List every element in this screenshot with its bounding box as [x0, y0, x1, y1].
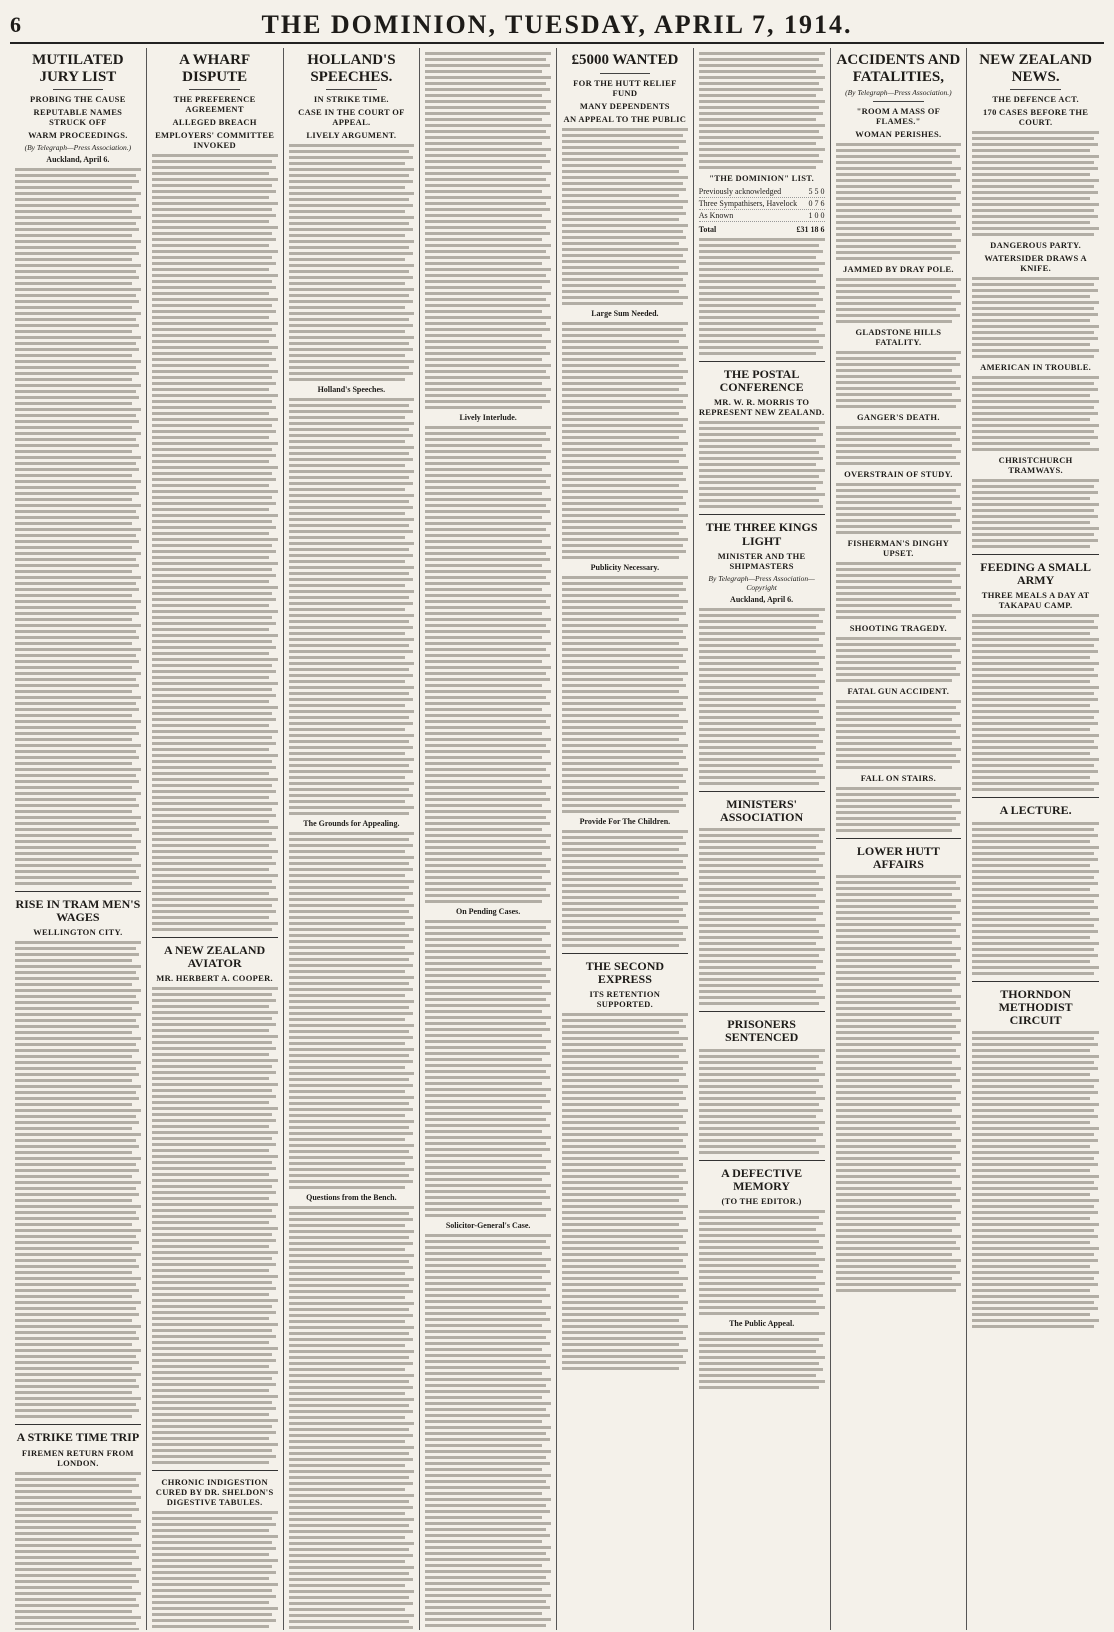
- subheadline: REPUTABLE NAMES STRUCK OFF: [33, 107, 123, 127]
- advertisement-heading: CHRONIC INDIGESTION CURED BY DR. SHELDON'S DIGESTIVE TABULES.: [155, 1477, 274, 1508]
- total-label: Total: [698, 225, 717, 234]
- article-text: [289, 398, 415, 815]
- divider: [600, 73, 650, 74]
- headline: ACCIDENTS AND FATALITIES,: [836, 52, 961, 85]
- subheadline: EMPLOYERS' COMMITTEE INVOKED: [155, 130, 275, 150]
- article-text: [836, 351, 962, 408]
- section-divider: [836, 838, 962, 839]
- headline: A WHARF DISPUTE: [179, 52, 251, 85]
- subheadline: WOMAN PERISHES.: [855, 129, 942, 139]
- article-text: [836, 787, 962, 832]
- section-divider: [699, 361, 825, 362]
- paper-title: THE DOMINION, TUESDAY, APRIL 7, 1914.: [261, 10, 853, 39]
- subheadline: ITS RETENTION SUPPORTED.: [589, 988, 661, 1009]
- section-heading: Solicitor-General's Case.: [445, 1221, 531, 1230]
- donor-amount: 1 0 0: [808, 211, 825, 220]
- subheadline: LIVELY ARGUMENT.: [306, 130, 397, 140]
- article-text: [699, 1210, 825, 1315]
- headline: £5000 WANTED: [571, 52, 679, 68]
- article-text: [972, 131, 1099, 236]
- article-text: [972, 614, 1099, 791]
- subheadline: MINISTER AND THE SHIPMASTERS: [717, 550, 806, 571]
- section-divider: [152, 937, 278, 938]
- article-text: [15, 941, 141, 1418]
- subheadline: IN STRIKE TIME.: [313, 94, 389, 104]
- column-4: [420, 48, 557, 1630]
- subheadline: WARM PROCEEDINGS.: [28, 130, 128, 140]
- headline: A NEW ZEALAND AVIATOR: [164, 943, 266, 971]
- item-heading: FATAL GUN ACCIDENT.: [847, 686, 950, 696]
- headline: A DEFECTIVE MEMORY: [721, 1165, 803, 1193]
- article-text: [836, 483, 962, 534]
- subheadline: CASE IN THE COURT OF APPEAL.: [298, 107, 405, 127]
- article-text: [699, 608, 825, 785]
- article-text: [836, 700, 962, 769]
- subheadline: THE DEFENCE ACT.: [992, 94, 1079, 104]
- list-title: "THE DOMINION" LIST.: [709, 173, 815, 183]
- subheadline: MANY DEPENDENTS: [579, 100, 670, 111]
- place-line: Auckland, April 6.: [730, 594, 794, 604]
- column-6: [694, 48, 831, 1630]
- item-heading: DANGEROUS PARTY.: [990, 240, 1082, 250]
- section-divider: [15, 891, 141, 892]
- article-text: [289, 1206, 415, 1630]
- headline: MUTILATED JURY LIST: [32, 52, 124, 85]
- subheadline: (TO THE EDITOR.): [721, 1195, 802, 1206]
- donor-name: Previously acknowledged: [698, 187, 782, 196]
- donation-list: [699, 186, 825, 222]
- list-item: [699, 198, 825, 210]
- article-text: [699, 52, 825, 169]
- item-heading: OVERSTRAIN OF STUDY.: [844, 469, 953, 479]
- item-heading: FISHERMAN'S DINGHY UPSET.: [847, 538, 950, 558]
- section-heading: The Public Appeal.: [729, 1318, 795, 1328]
- headline: THE THREE KINGS LIGHT: [705, 520, 818, 548]
- article-text: [972, 1031, 1099, 1328]
- credit-line: (By Telegraph—Press Association.): [24, 143, 132, 152]
- subheadline: MR. W. R. MORRIS TO REPRESENT NEW ZEALAND.: [698, 397, 825, 418]
- subheadline: 170 CASES BEFORE THE COURT.: [982, 107, 1089, 127]
- donor-name: As Known: [698, 211, 734, 220]
- section-heading: Large Sum Needed.: [591, 308, 659, 318]
- article-text: [699, 238, 825, 355]
- article-text: [562, 128, 688, 305]
- page-number: 6: [10, 12, 21, 37]
- donor-amount: 0 7 6: [808, 199, 825, 208]
- article-text: [562, 576, 688, 813]
- headline: LOWER HUTT AFFAIRS: [856, 844, 940, 872]
- section-divider: [699, 791, 825, 792]
- subheadline: "ROOM A MASS OF FLAMES.": [856, 106, 941, 126]
- column-2: [147, 48, 284, 1630]
- subheadline: FIREMEN RETURN FROM LONDON.: [21, 1447, 134, 1468]
- article-text: [699, 421, 825, 508]
- subheadline: THREE MEALS A DAY AT TAKAPAU CAMP.: [981, 590, 1090, 611]
- item-heading: SHOOTING TRAGEDY.: [849, 623, 947, 633]
- divider: [326, 89, 376, 90]
- column-7: [831, 48, 968, 1630]
- article-text: [15, 168, 141, 885]
- article-text: [699, 1049, 825, 1154]
- item-heading: JAMMED BY DRAY POLE.: [842, 264, 954, 274]
- section-divider: [972, 981, 1099, 982]
- article-text: [836, 278, 962, 323]
- headline: THORNDON METHODIST CIRCUIT: [998, 986, 1073, 1027]
- section-heading: Holland's Speeches.: [317, 385, 386, 394]
- article-text: [425, 52, 551, 409]
- credit-line: (By Telegraph—Press Association.): [845, 88, 952, 97]
- advertisement-text: [152, 1511, 278, 1630]
- column-5: [557, 48, 694, 1630]
- item-heading: FALL ON STAIRS.: [860, 773, 937, 783]
- section-divider: [152, 1470, 278, 1471]
- article-text: [836, 562, 962, 619]
- donor-amount: 5 5 0: [808, 187, 825, 196]
- article-text: [562, 830, 688, 947]
- place-line: Auckland, April 6.: [46, 155, 110, 164]
- section-divider: [562, 953, 688, 954]
- article-text: [972, 376, 1099, 451]
- subheadline: WELLINGTON CITY.: [33, 927, 123, 938]
- headline: NEW ZEALAND NEWS.: [979, 52, 1092, 85]
- article-text: [836, 426, 962, 465]
- article-text: [972, 822, 1099, 975]
- article-text: [425, 920, 551, 1217]
- item-heading: CHRISTCHURCH TRAMWAYS.: [998, 455, 1073, 475]
- subheadline: WATERSIDER DRAWS A KNIFE.: [984, 253, 1087, 273]
- column-3: [284, 48, 421, 1630]
- headline: MINISTERS' ASSOCIATION: [720, 796, 804, 824]
- article-text: [425, 1234, 551, 1630]
- item-heading: GANGER'S DEATH.: [857, 412, 940, 422]
- article-text: [152, 987, 278, 1464]
- article-text: [425, 426, 551, 903]
- article-text: [972, 277, 1099, 358]
- section-divider: [699, 1011, 825, 1012]
- section-heading: Lively Interlude.: [459, 413, 517, 422]
- section-divider: [972, 797, 1099, 798]
- section-heading: Provide For The Children.: [579, 816, 671, 826]
- article-text: [562, 322, 688, 559]
- article-text: [836, 875, 962, 1292]
- article-columns: [10, 48, 1104, 1630]
- headline: A LECTURE.: [999, 803, 1072, 818]
- section-divider: [699, 1160, 825, 1161]
- article-text: [152, 154, 278, 931]
- article-text: [289, 832, 415, 1189]
- headline: HOLLAND'S SPEECHES.: [307, 52, 396, 85]
- section-heading: Publicity Necessary.: [590, 562, 660, 572]
- total-amount: £31 18 6: [796, 225, 825, 234]
- list-item: [699, 210, 825, 222]
- column-8: [967, 48, 1104, 1630]
- section-heading: On Pending Cases.: [456, 907, 521, 916]
- headline: A STRIKE TIME TRIP: [16, 1430, 140, 1445]
- subheadline: MR. HERBERT A. COOPER.: [156, 973, 273, 984]
- headline: THE SECOND EXPRESS: [585, 958, 665, 986]
- subheadline: FOR THE HUTT RELIEF FUND: [573, 77, 677, 98]
- article-text: [836, 637, 962, 682]
- subheadline: AN APPEAL TO THE PUBLIC: [563, 113, 687, 124]
- article-text: [699, 828, 825, 1005]
- donor-name: Three Sympathisers, Havelock: [698, 199, 798, 208]
- divider: [189, 89, 239, 90]
- headline: FEEDING A SMALL ARMY: [980, 560, 1091, 588]
- masthead: [10, 8, 1104, 44]
- section-divider: [972, 554, 1099, 555]
- article-text: [562, 1013, 688, 1370]
- subheadline: THE PREFERENCE AGREEMENT: [173, 94, 256, 114]
- headline: THE POSTAL CONFERENCE: [719, 367, 804, 395]
- list-item: [699, 186, 825, 198]
- list-total: [699, 225, 825, 234]
- divider: [1010, 89, 1061, 90]
- item-heading: GLADSTONE HILLS FATALITY.: [855, 327, 942, 347]
- section-divider: [699, 514, 825, 515]
- item-heading: AMERICAN IN TROUBLE.: [980, 362, 1092, 372]
- divider: [873, 101, 923, 102]
- section-heading: Questions from the Bench.: [306, 1193, 397, 1202]
- section-heading: The Grounds for Appealing.: [303, 819, 400, 828]
- article-text: [699, 1332, 825, 1389]
- headline: PRISONERS SENTENCED: [724, 1017, 799, 1045]
- article-text: [289, 144, 415, 381]
- credit-line: By Telegraph—Press Association—Copyright: [708, 573, 815, 592]
- article-text: [972, 479, 1099, 548]
- article-text: [836, 143, 962, 260]
- section-divider: [15, 1424, 141, 1425]
- article-text: [15, 1472, 141, 1630]
- subheadline: PROBING THE CAUSE: [30, 94, 126, 104]
- subheadline: ALLEGED BREACH: [172, 117, 257, 127]
- headline: RISE IN TRAM MEN'S WAGES: [15, 897, 141, 925]
- divider: [53, 89, 103, 90]
- column-1: [10, 48, 147, 1630]
